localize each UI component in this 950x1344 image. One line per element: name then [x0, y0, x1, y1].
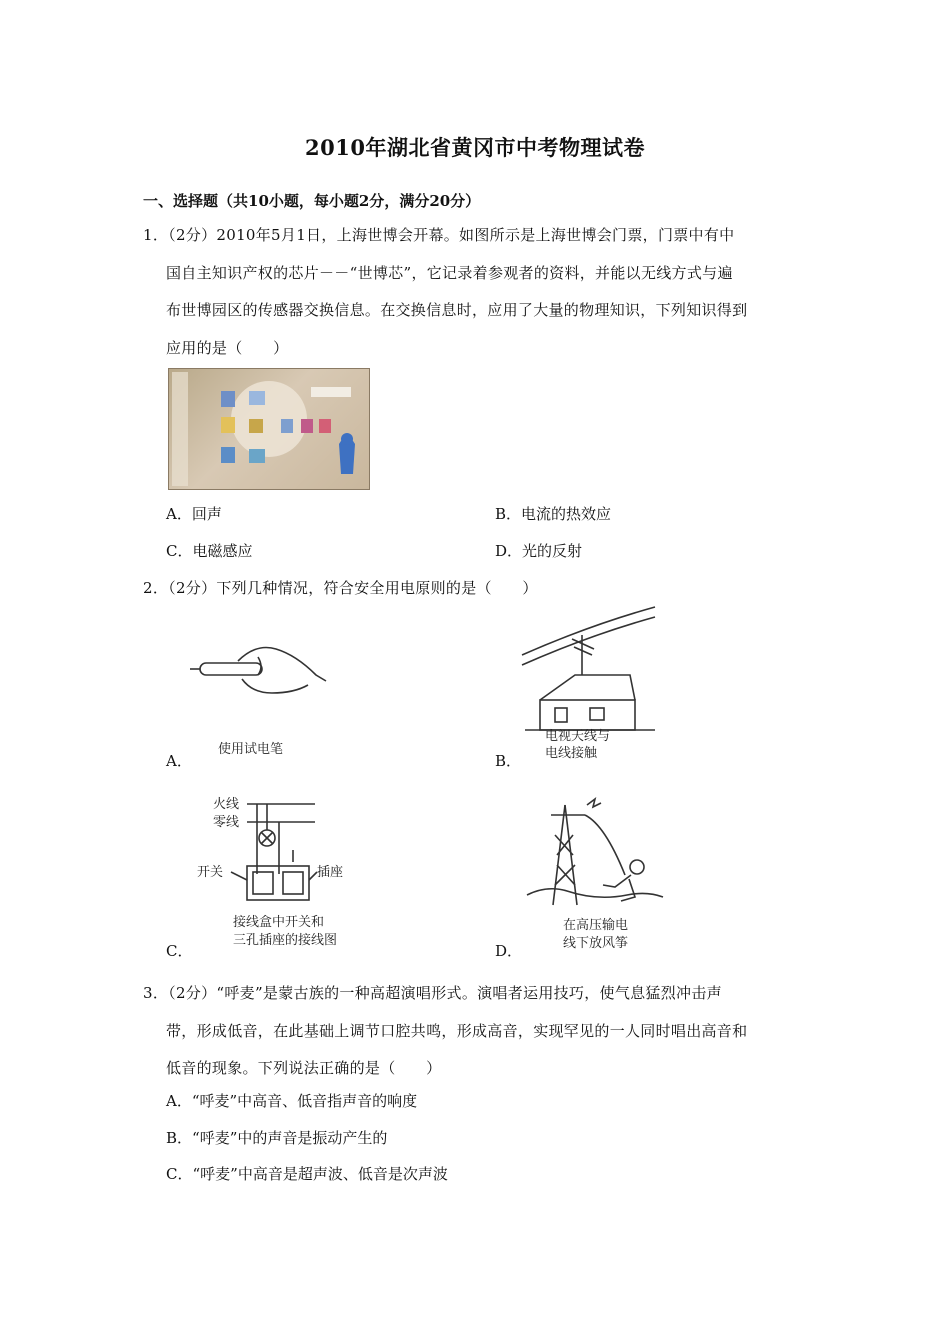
- q3-line-3: 低音的现象。下列说法正确的是（ ）: [166, 1059, 442, 1077]
- q1-option-a[interactable]: A．回声: [166, 505, 222, 523]
- fig-b-caption-2: 电线接触: [545, 746, 598, 761]
- q3-option-b[interactable]: B．“呼麦”中的声音是振动产生的: [166, 1129, 388, 1147]
- tv-antenna-figure: [520, 605, 660, 765]
- wiring-diagram-figure: [195, 792, 365, 952]
- section-heading: 一、选择题（共10小题，每小题2分，满分20分）: [143, 192, 481, 210]
- fig-c-zero-label: 零线: [213, 815, 240, 830]
- q3-line-2: 带，形成低音，在此基础上调节口腔共鸣，形成高音，实现罕见的一人同时唱出高音和: [166, 1022, 748, 1040]
- fig-c-caption-1: 接线盒中开关和: [233, 915, 325, 930]
- q3-option-a[interactable]: A．“呼麦”中高音、低音指声音的响度: [166, 1092, 418, 1110]
- fig-d-caption-2: 线下放风筝: [563, 936, 629, 951]
- q2-option-d[interactable]: D．: [495, 942, 523, 960]
- fig-c-caption-2: 三孔插座的接线图: [233, 933, 338, 948]
- fig-d-caption-1: 在高压输电: [563, 918, 629, 933]
- fig-c-fire-label: 火线: [213, 797, 240, 812]
- test-pen-figure: [188, 635, 338, 760]
- q3-option-c[interactable]: C．“呼麦”中高音是超声波、低音是次声波: [166, 1165, 448, 1183]
- fig-a-caption: 使用试电笔: [218, 742, 284, 757]
- q1-option-d[interactable]: D．光的反射: [495, 542, 583, 560]
- q1-line-1: 1．（2分）2010年5月1日，上海世博会开幕。如图所示是上海世博会门票，门票中有中: [143, 226, 735, 244]
- fig-c-switch-label: 开关: [197, 865, 224, 880]
- q2-option-b[interactable]: B．: [495, 752, 522, 770]
- fig-b-caption-1: 电视天线与: [545, 729, 611, 744]
- expo-ticket-image: [168, 368, 370, 490]
- q1-line-3: 布世博园区的传感器交换信息。在交换信息时，应用了大量的物理知识，下列知识得到: [166, 301, 748, 319]
- q1-line-2: 国自主知识产权的芯片－－“世博芯”，它记录着参观者的资料，并能以无线方式与遍: [166, 264, 733, 282]
- page-title: 2010年湖北省黄冈市中考物理试卷: [305, 135, 645, 160]
- q1-option-b[interactable]: B．电流的热效应: [495, 505, 612, 523]
- q1-line-4: 应用的是（ ）: [166, 339, 289, 357]
- q1-option-c[interactable]: C．电磁感应: [166, 542, 253, 560]
- q2-option-a[interactable]: A．: [166, 752, 192, 770]
- q3-line-1: 3．（2分）“呼麦”是蒙古族的一种高超演唱形式。演唱者运用技巧，使气息猛烈冲击声: [143, 984, 722, 1002]
- kite-powerline-figure: [525, 795, 665, 955]
- fig-c-socket-label: 插座: [317, 865, 344, 880]
- q2-stem: 2．（2分）下列几种情况，符合安全用电原则的是（ ）: [143, 579, 538, 597]
- q2-option-c[interactable]: C．: [166, 942, 193, 960]
